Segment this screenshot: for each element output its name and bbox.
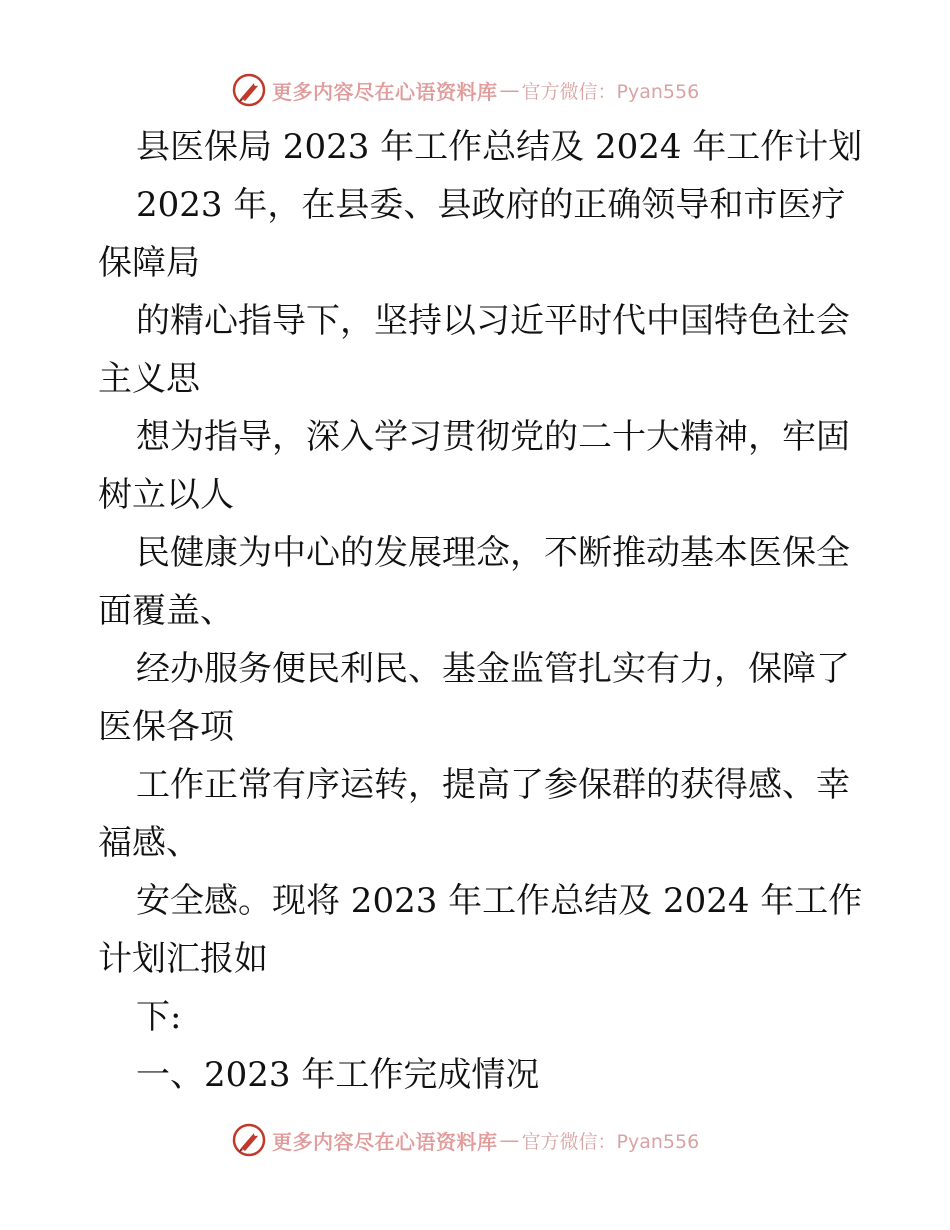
- header-watermark-banner: [232, 73, 699, 107]
- banner-text: 更多内容尽在心语资料库: [272, 79, 498, 104]
- text-line: 计划汇报如: [98, 939, 268, 979]
- banner-separator: —: [499, 78, 520, 102]
- text-line: 保障局: [98, 243, 200, 283]
- text-line: 下:: [136, 997, 182, 1037]
- text-line: 的精心指导下，坚持以习近平时代中国特色社会: [136, 301, 850, 341]
- text-line: 民健康为中心的发展理念，不断推动基本医保全: [136, 533, 850, 573]
- document-title: 县医保局 2023 年工作总结及 2024 年工作计划: [136, 127, 863, 167]
- text-line: 经办服务便民利民、基金监管扎实有力，保障了: [136, 649, 850, 689]
- text-line: 想为指导，深入学习贯彻党的二十大精神，牢固: [136, 417, 850, 457]
- banner-wechat: 官方微信：Pyan556: [521, 1130, 700, 1153]
- text-line: 主义思: [98, 359, 200, 399]
- banner-text: 更多内容尽在心语资料库: [272, 1129, 498, 1154]
- text-line: 安全感。现将 2023 年工作总结及 2024 年工作: [136, 881, 863, 921]
- text-line: 2023 年，在县委、县政府的正确领导和市医疗: [136, 185, 846, 225]
- pen-logo-icon: [232, 73, 266, 107]
- banner-wechat: 官方微信：Pyan556: [521, 80, 700, 103]
- text-line: 福感、: [98, 823, 200, 863]
- text-line: 医保各项: [98, 707, 234, 747]
- text-line: 面覆盖、: [98, 591, 234, 631]
- text-line: 树立以人: [98, 475, 234, 515]
- banner-separator: —: [499, 1128, 520, 1152]
- text-line: 工作正常有序运转，提高了参保群的获得感、幸: [136, 765, 850, 805]
- footer-watermark-banner: [232, 1123, 699, 1157]
- pen-logo-icon: [232, 1123, 266, 1157]
- section-heading: 一、2023 年工作完成情况: [136, 1055, 540, 1095]
